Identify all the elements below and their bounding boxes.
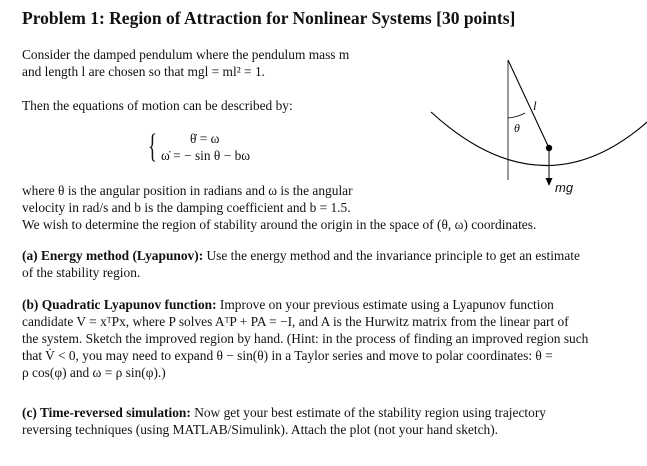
label-theta: θ (514, 121, 520, 135)
equation-omega-dot: ω̇ = − sin θ − bω (161, 148, 251, 163)
part-a-line-2: of the stability region. (22, 265, 141, 280)
part-b-line-4: that V̇ < 0, you may need to expand θ − sin(θ) in a Taylor series and move to polar coordinates: θ = (22, 348, 553, 363)
where-line-3: We wish to determine the region of stability around the origin in the space of (θ, ω) coordinates. (22, 217, 537, 232)
intro-line-2: and length l are chosen so that mgl = ml² = 1. (22, 64, 265, 79)
part-a-heading: (a) Energy method (Lyapunov): (22, 248, 204, 263)
intro-line-1: Consider the damped pendulum where the pendulum mass m (22, 47, 350, 62)
part-c-line-2: reversing techniques (using MATLAB/Simulink). Attach the plot (not your hand sketch). (22, 422, 499, 437)
angle-arc (508, 113, 525, 118)
part-c-heading: (c) Time-reversed simulation: (22, 405, 191, 420)
pendulum-arc (431, 110, 647, 166)
label-mg: mg (555, 180, 574, 195)
part-b-heading: (b) Quadratic Lyapunov function: (22, 297, 217, 312)
page-title: Problem 1: Region of Attraction for Nonlinear Systems [30 points] (22, 8, 516, 28)
part-c-line-1 (22, 404, 546, 421)
equation-brace: { (148, 128, 157, 165)
part-b-line-5: ρ cos(φ) and ω = ρ sin(φ).) (22, 365, 166, 380)
intro-line-3: Then the equations of motion can be described by: (22, 98, 293, 113)
part-a-text-1: Use the energy method and the invariance principle to get an estimate (203, 248, 580, 263)
gravity-arrow-head (546, 178, 553, 186)
part-b-text-1: Improve on your previous estimate using a Lyapunov function (216, 297, 554, 312)
label-l: l (533, 98, 537, 113)
part-b-line-1 (22, 296, 554, 313)
part-b-line-2: candidate V = xᵀPx, where P solves AᵀP + PA = −I, and A is the Hurwitz matrix from the linear part of (22, 314, 569, 329)
part-a-line-1 (22, 247, 580, 264)
where-line-1: where θ is the angular position in radians and ω is the angular (22, 183, 353, 198)
where-line-2: velocity in rad/s and b is the damping coefficient and b = 1.5. (22, 200, 351, 215)
equation-theta-dot: θ̇ = ω (190, 131, 220, 146)
part-c-text-1: Now get your best estimate of the stability region using trajectory (190, 405, 546, 420)
part-b-line-3: the system. Sketch the improved region by hand. (Hint: in the process of finding an improved region such (22, 331, 589, 346)
